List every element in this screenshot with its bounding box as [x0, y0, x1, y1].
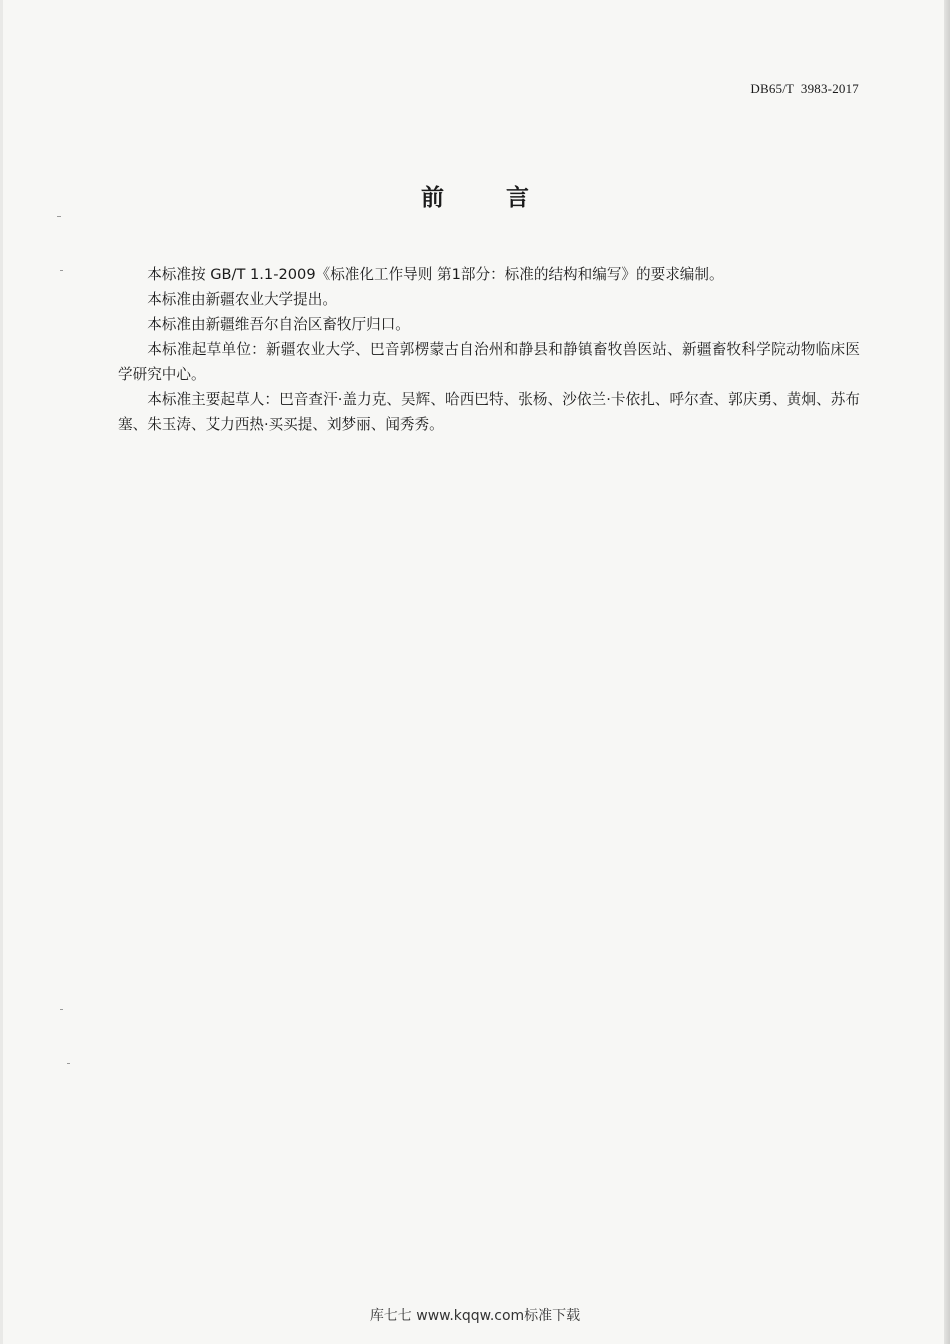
paragraph-drafting-rules: 本标准按 GB/T 1.1-2009《标准化工作导则 第1部分：标准的结构和编写》的要求编制。 — [147, 266, 724, 283]
footer-watermark-text: 库七七 www.kqqw.com标准下载 — [369, 1308, 581, 1324]
paragraph-administrator: 本标准由新疆维吾尔自治区畜牧厅归口。 — [147, 316, 410, 333]
foreword-body — [118, 262, 860, 437]
document-code: DB65/T 3983-2017 — [750, 81, 859, 96]
page-title: 前言 — [421, 185, 591, 211]
scan-speck — [60, 270, 63, 271]
scan-speck — [60, 1009, 63, 1010]
scan-speck — [67, 1063, 70, 1064]
paragraph-drafters: 本标准主要起草人：巴音查汗·盖力克、吴辉、哈西巴特、张杨、沙依兰·卡依扎、呼尔查、郭庆勇、黄炯、苏布塞、朱玉涛、艾力西热·买买提、刘梦丽、闻秀秀。 — [118, 391, 860, 433]
scan-speck — [57, 216, 61, 217]
paragraph-proposer: 本标准由新疆农业大学提出。 — [147, 291, 337, 308]
paragraph-drafting-units: 本标准起草单位：新疆农业大学、巴音郭楞蒙古自治州和静县和静镇畜牧兽医站、新疆畜牧科学院动物临床医学研究中心。 — [118, 341, 860, 383]
